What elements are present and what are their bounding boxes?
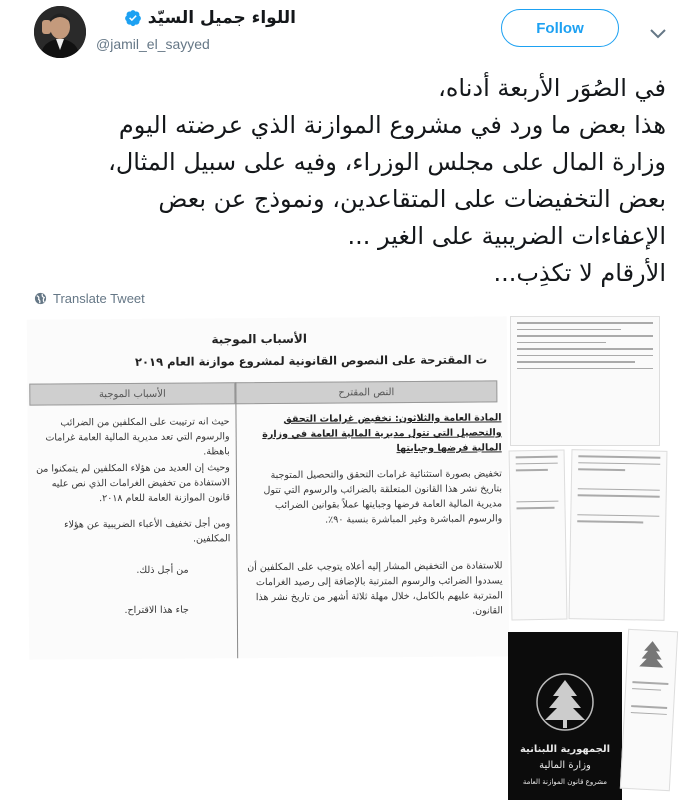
- side-document-3: [569, 449, 668, 621]
- reason-paragraph: حيث انه ترتيبت على المكلفين من الضرائب والرسوم التي تعد مديرية المالية العامة غرامات باهظة.: [45, 416, 230, 458]
- article-paragraph: للاستفادة من التخفيض المشار إليه أعلاه يتوجب على المكلفين أن يسددوا الضرائب والرسوم المترتبة بالإضافة إلى رصيد الغرامات المترتبة عليهم بالكامل، خلال مهلة ثلاثة أشهر من تاريخ نشر هذا القانون.: [247, 560, 503, 617]
- cedar-emblem-icon: [535, 672, 595, 732]
- side-document-2: [509, 450, 568, 621]
- side-document-4: [620, 629, 678, 791]
- avatar[interactable]: [34, 6, 86, 58]
- follow-button[interactable]: Follow: [501, 9, 619, 47]
- tweet-line: وزارة المال على مجلس الوزراء، وفيه على سبيل المثال،: [108, 148, 666, 176]
- side-document-1: [510, 316, 660, 446]
- tweet-text: [26, 70, 666, 292]
- document-page: [27, 316, 509, 659]
- cover-line: الجمهورية اللبنانية: [519, 744, 611, 755]
- globe-icon: [34, 292, 47, 305]
- author-block[interactable]: [96, 6, 296, 60]
- tweet-media-image[interactable]: [0, 310, 694, 800]
- budget-cover-page: [508, 632, 622, 800]
- reason-paragraph: جاء هذا الاقتراح.: [124, 604, 189, 617]
- document-title: الأسباب الموجبة: [211, 331, 308, 347]
- translate-label: Translate Tweet: [53, 291, 145, 306]
- verified-badge-icon: [124, 9, 142, 27]
- tweet-line: في الصُوَر الأربعة أدناه،: [438, 74, 666, 102]
- cover-line: وزارة المالية: [539, 760, 591, 771]
- reason-paragraph: ومن أجل تخفيف الأعباء الضريبية عن هؤلاء المكلفين.: [64, 518, 231, 545]
- cedar-emblem-icon: [633, 636, 671, 674]
- chevron-down-icon[interactable]: [647, 22, 669, 44]
- tweet-line: بعض التخفيضات على المتقاعدين، ونموذج عن بعض: [158, 185, 666, 213]
- cover-line: مشروع قانون الموازنة العامة: [522, 778, 608, 786]
- document-subtitle: ت المقترحة على النصوص القانونية لمشروع موازنة العام ٢٠١٩: [134, 352, 488, 369]
- reason-paragraph: وحيث إن العديد من هؤلاء المكلفين لم يتمكنوا من الاستفادة من تخفيض الغرامات الذي نص عليه قانون الموازنة العامة للعام ٢٠١٨.: [36, 462, 231, 505]
- tweet-line: الأرقام لا تكذِب...: [493, 259, 666, 287]
- reason-paragraph: من أجل ذلك.: [136, 564, 189, 576]
- translate-tweet-link[interactable]: [34, 291, 145, 306]
- user-handle[interactable]: @jamil_el_sayyed: [96, 36, 210, 52]
- display-name[interactable]: اللواء جميل السيّد: [147, 8, 296, 28]
- tweet-line: هذا بعض ما ورد في مشروع الموازنة الذي عرضته اليوم: [118, 111, 666, 139]
- column-header-left: الأسباب الموجبة: [29, 382, 235, 405]
- article-heading: المادة العامة والثلاثون: تخفيض غرامات التحقق والتحصيل التي تتول مديرية المالية العامة في وزارة المالية فرضها وجبايتها: [262, 412, 502, 455]
- article-paragraph: تخفيض بصورة استثنائية غرامات التحقق والتحصيل المتوجبة بتاريخ نشر هذا القانون المتعلقة بالضرائب والرسوم التي تتول مديرية المالية العامة فرضها وجبايتها عملاً بقوانين الضرائب والرسوم المباشرة وغير المباشرة بنسبة ٩٠٪.: [263, 468, 503, 526]
- column-divider: [235, 382, 238, 658]
- tweet-line: الإعفاءات الضريبية على الغير ...: [347, 222, 666, 250]
- column-header-right: النص المقترح: [235, 380, 497, 404]
